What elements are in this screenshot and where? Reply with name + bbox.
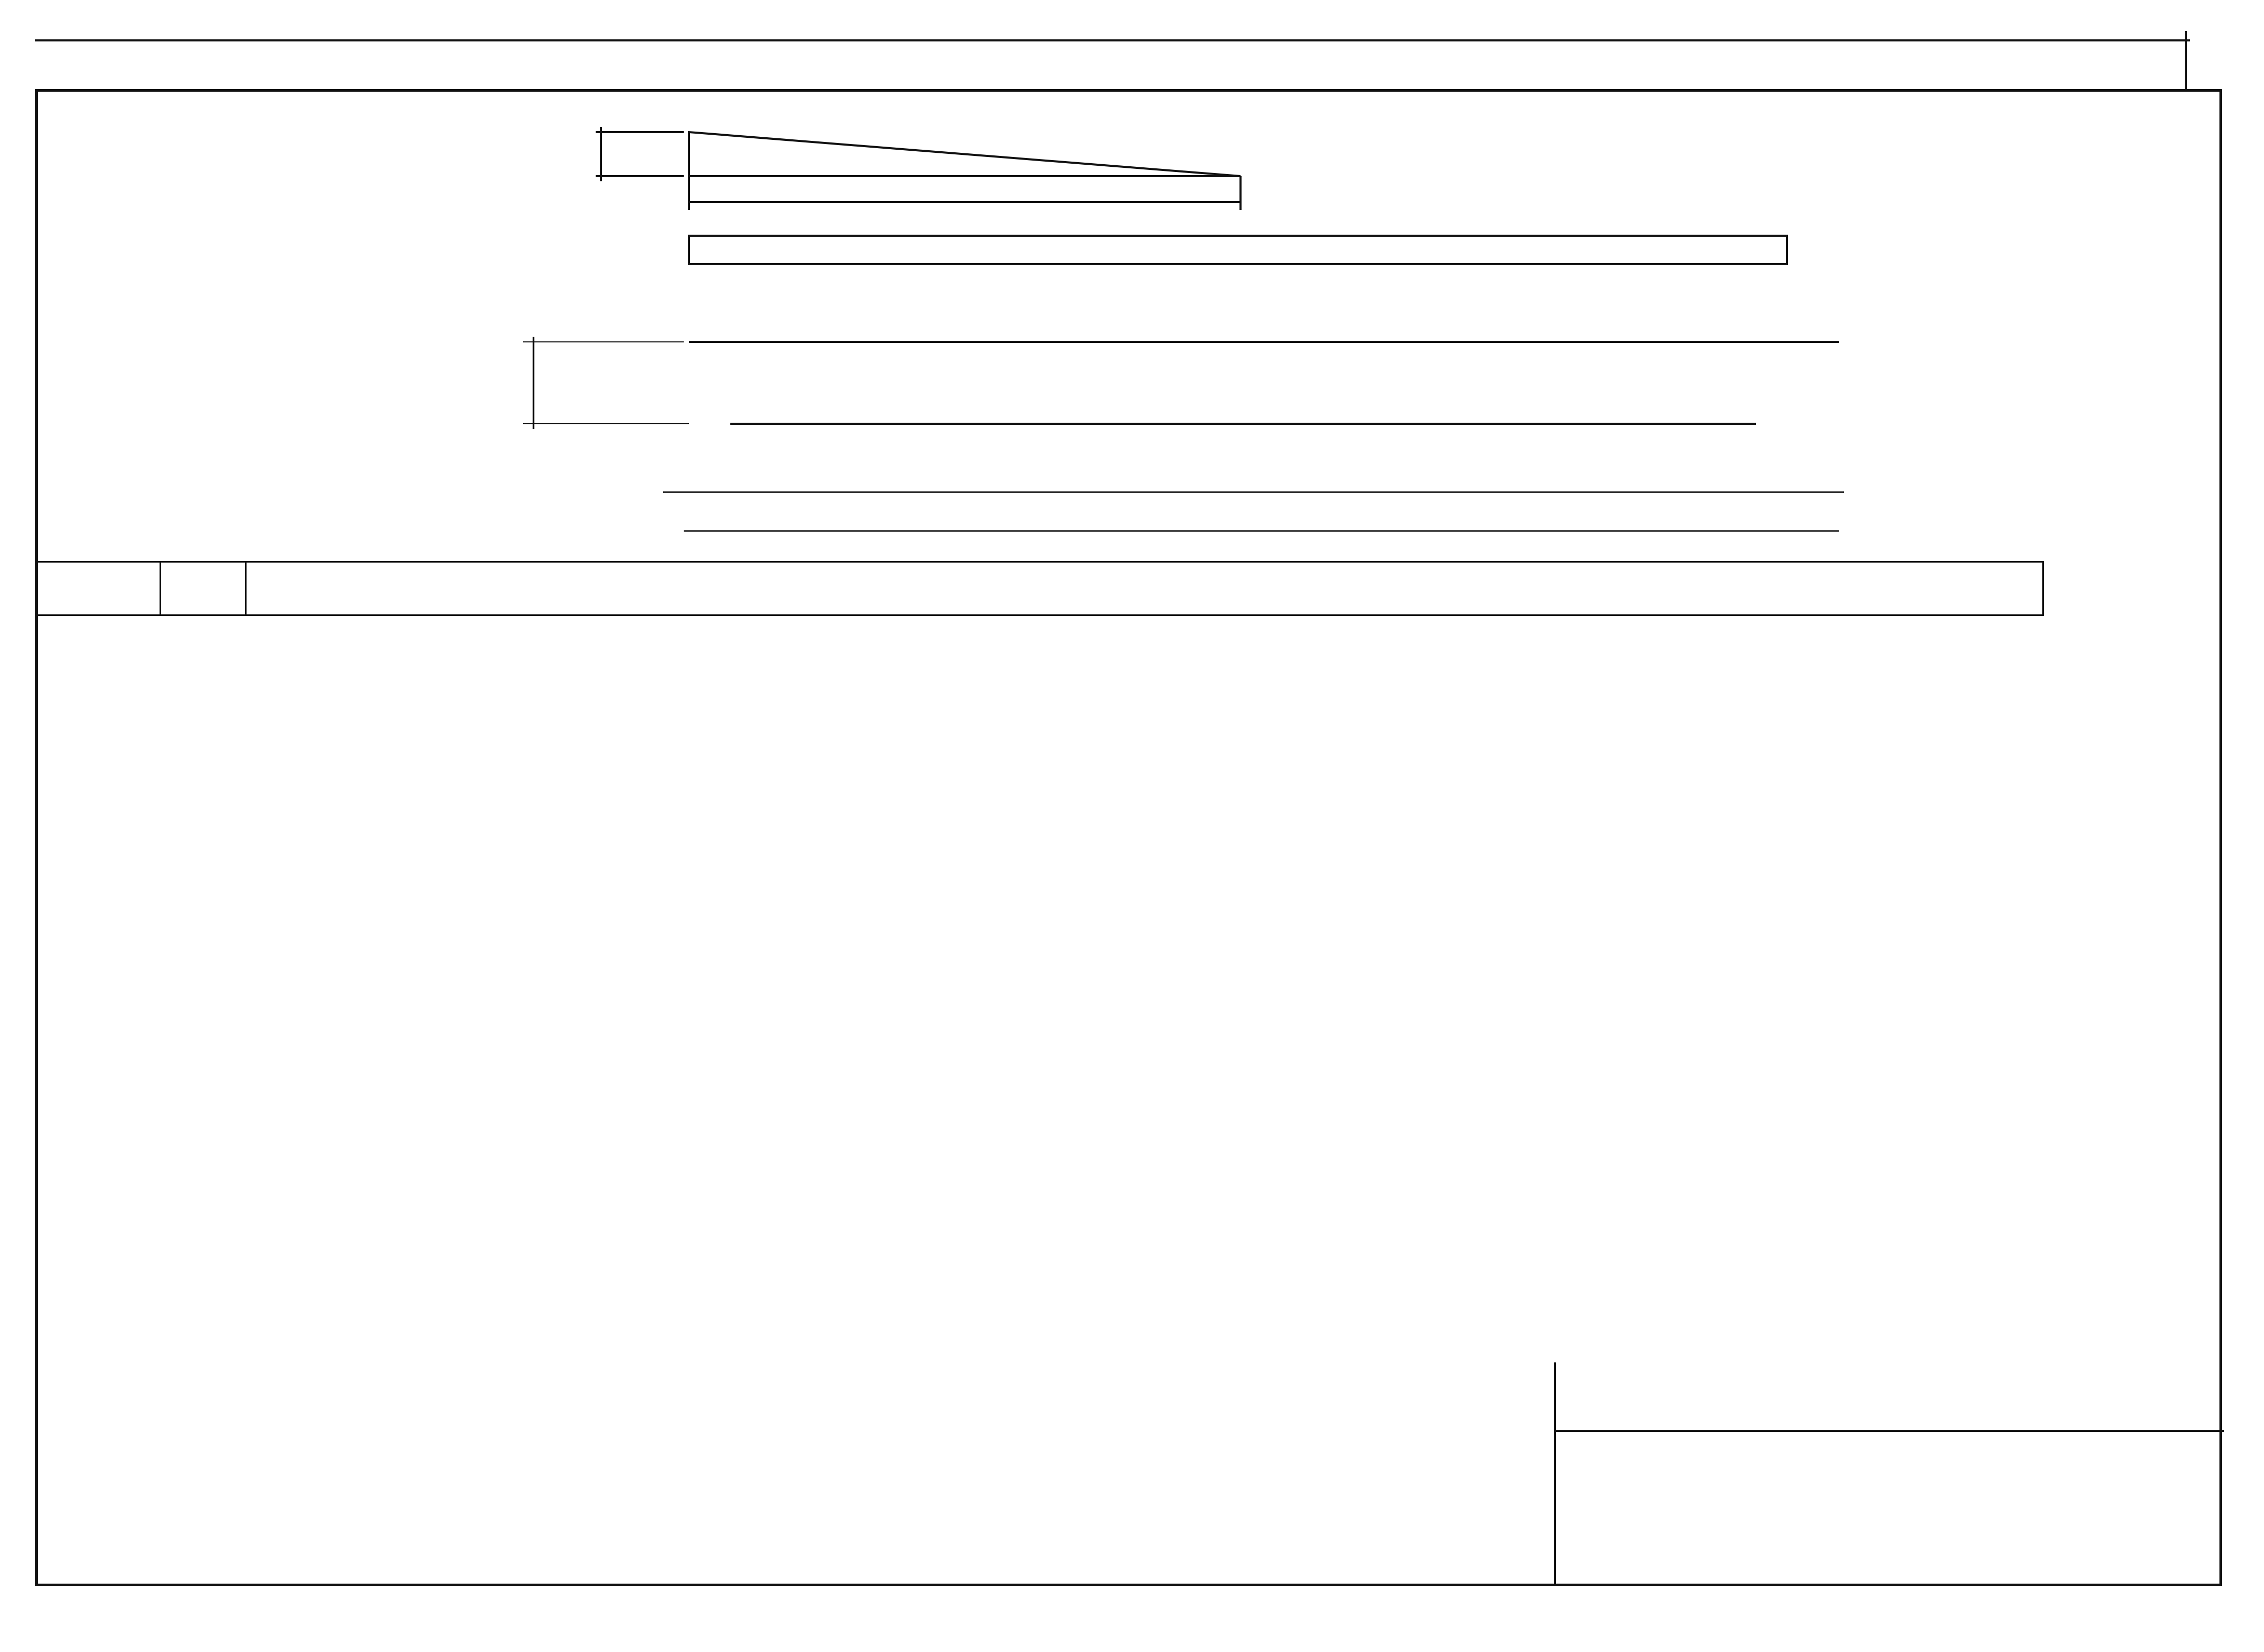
snow-span-dimension bbox=[689, 176, 1241, 210]
bottom-numbers bbox=[1683, 1596, 1839, 1627]
element-header bbox=[36, 562, 161, 615]
length-header bbox=[161, 562, 246, 615]
title-box bbox=[1554, 1430, 1934, 1586]
loads-title bbox=[246, 562, 2043, 615]
code-box bbox=[1554, 1362, 2224, 1432]
uniform-load-bar bbox=[689, 236, 1787, 264]
load-table bbox=[35, 561, 2044, 616]
snow-height-dimension bbox=[596, 127, 684, 181]
truss-diagram bbox=[0, 0, 2264, 565]
snow-load-triangle bbox=[689, 132, 1241, 176]
